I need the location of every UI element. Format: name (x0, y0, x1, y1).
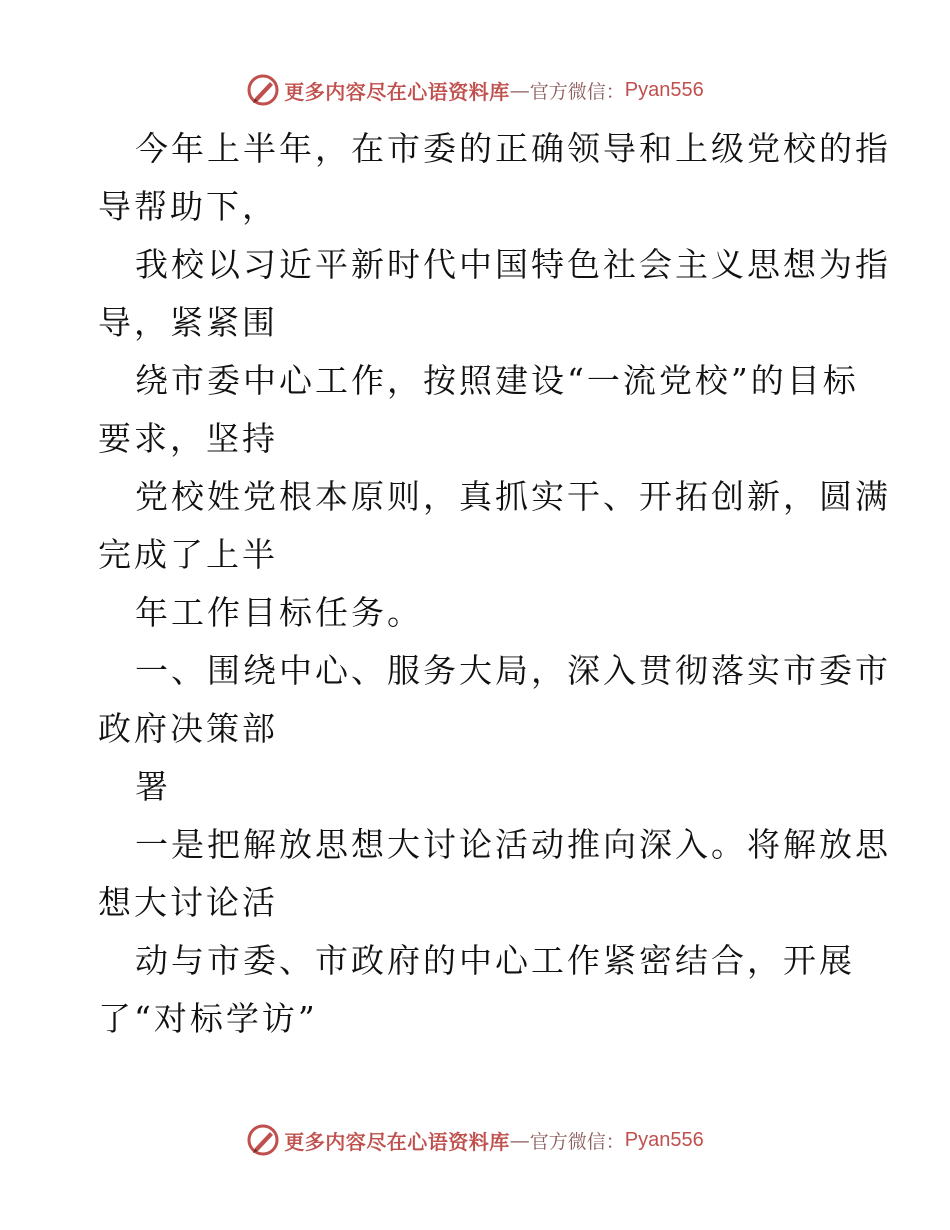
header-wechat-id: Pyan556 (624, 78, 704, 101)
section-heading: 一、围绕中心、服务大局，深入贯彻落实市委市 (135, 651, 891, 690)
text-line: 绕市委中心工作，按照建设“一流党校”的目标 (135, 361, 859, 400)
footer-banner (0, 1120, 950, 1160)
text-line: 导，紧紧围 (98, 303, 278, 342)
text-line: 今年上半年，在市委的正确领导和上级党校的指 (135, 129, 891, 168)
text-line: 党校姓党根本原则，真抓实干、开拓创新，圆满 (135, 477, 891, 516)
text-line: 动与市委、市政府的中心工作紧密结合，开展 (135, 941, 855, 980)
text-line: 要求，坚持 (98, 419, 278, 458)
header-separator: — (509, 78, 530, 102)
pen-logo-icon (246, 1123, 280, 1157)
text-line: 我校以习近平新时代中国特色社会主义思想为指 (135, 245, 891, 284)
footer-separator: — (509, 1128, 530, 1152)
section-heading-cont: 署 (135, 767, 171, 806)
text-line: 年工作目标任务。 (135, 593, 423, 632)
text-line: 导帮助下， (98, 187, 278, 226)
footer-wechat-label: 官方微信： (529, 1130, 625, 1153)
text-line: 了“对标学访” (98, 999, 318, 1038)
pen-logo-icon (246, 73, 280, 107)
text-line: 一是把解放思想大讨论活动推向深入。将解放思 (135, 825, 891, 864)
header-banner-text: 更多内容尽在心语资料库 (284, 79, 510, 104)
text-line: 想大讨论活 (98, 883, 278, 922)
text-line: 完成了上半 (98, 535, 278, 574)
footer-wechat-id: Pyan556 (624, 1128, 704, 1151)
header-banner (0, 70, 950, 110)
header-wechat-label: 官方微信： (529, 80, 625, 103)
section-heading-cont: 政府决策部 (98, 709, 278, 748)
document-body (98, 120, 891, 1048)
footer-banner-text: 更多内容尽在心语资料库 (284, 1129, 510, 1154)
